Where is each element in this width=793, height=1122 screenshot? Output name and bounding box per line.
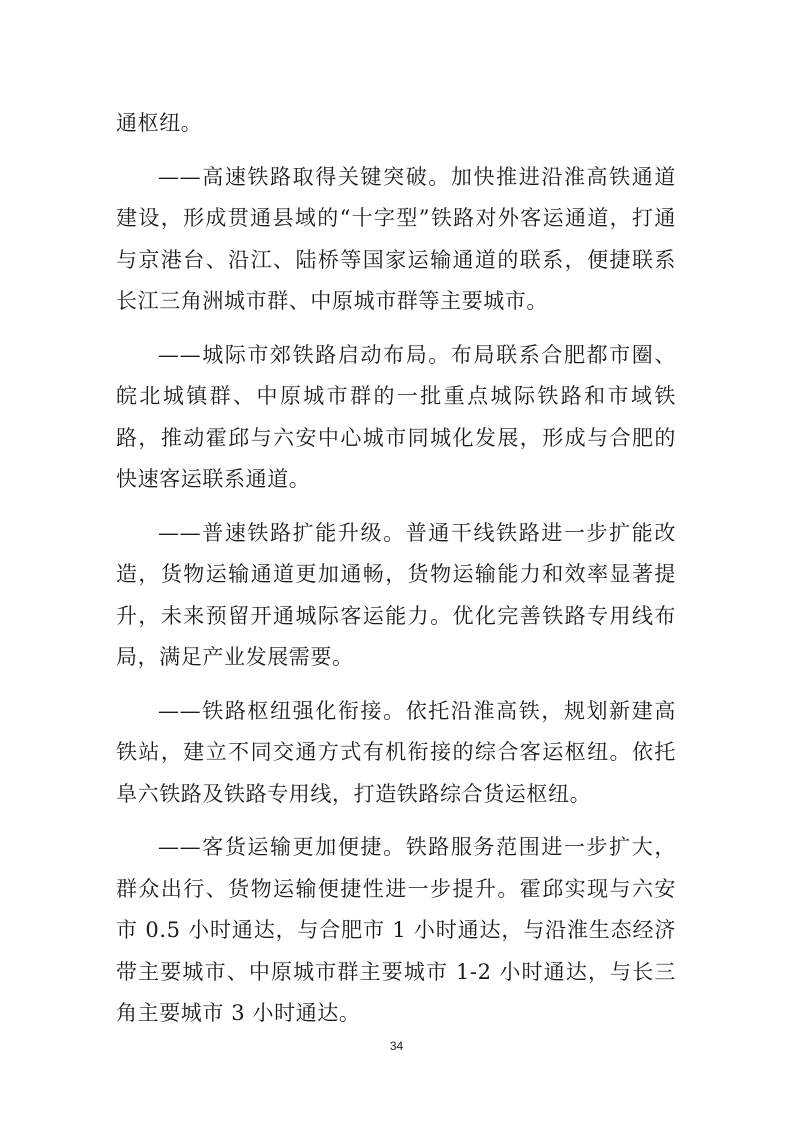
paragraph-conventional-rail: ——普速铁路扩能升级。普通干线铁路进一步扩能改造，货物运输通道更加通畅，货物运输能力和效率显著提升，未来预留开通城际客运能力。优化完善铁路专用线布局，满足产业发展需要。	[116, 520, 676, 669]
page-number: 34	[389, 1039, 404, 1053]
paragraph-passenger-freight: ——客货运输更加便捷。铁路服务范围进一步扩大，群众出行、货物运输便捷性进一步提升。霍邱实现与六安市 0.5 小时通达，与合肥市 1 小时通达，与沿淮生态经济带主要城市、中原城市群主要城市 1-2 小时通达，与长三角主要城市 3 小时通达。	[116, 835, 676, 1025]
paragraph-intercity-rail: ——城际市郊铁路启动布局。布局联系合肥都市圈、皖北城镇群、中原城市群的一批重点城际铁路和市域铁路，推动霍邱与六安中心城市同城化发展，形成与合肥的快速客运联系通道。	[116, 342, 676, 491]
body-text	[116, 103, 676, 1047]
paragraph-continuation: 通枢纽。	[116, 111, 203, 135]
paragraph-high-speed-rail: ——高速铁路取得关键突破。加快推进沿淮高铁通道建设，形成贯通县域的“十字型”铁路对外客运通道，打通与京港台、沿江、陆桥等国家运输通道的联系，便捷联系长江三角洲城市群、中原城市群等主要城市。	[116, 164, 676, 313]
paragraph-rail-hub: ——铁路枢纽强化衔接。依托沿淮高铁，规划新建高铁站，建立不同交通方式有机衔接的综合客运枢纽。依托阜六铁路及铁路专用线，打造铁路综合货运枢纽。	[116, 698, 676, 806]
